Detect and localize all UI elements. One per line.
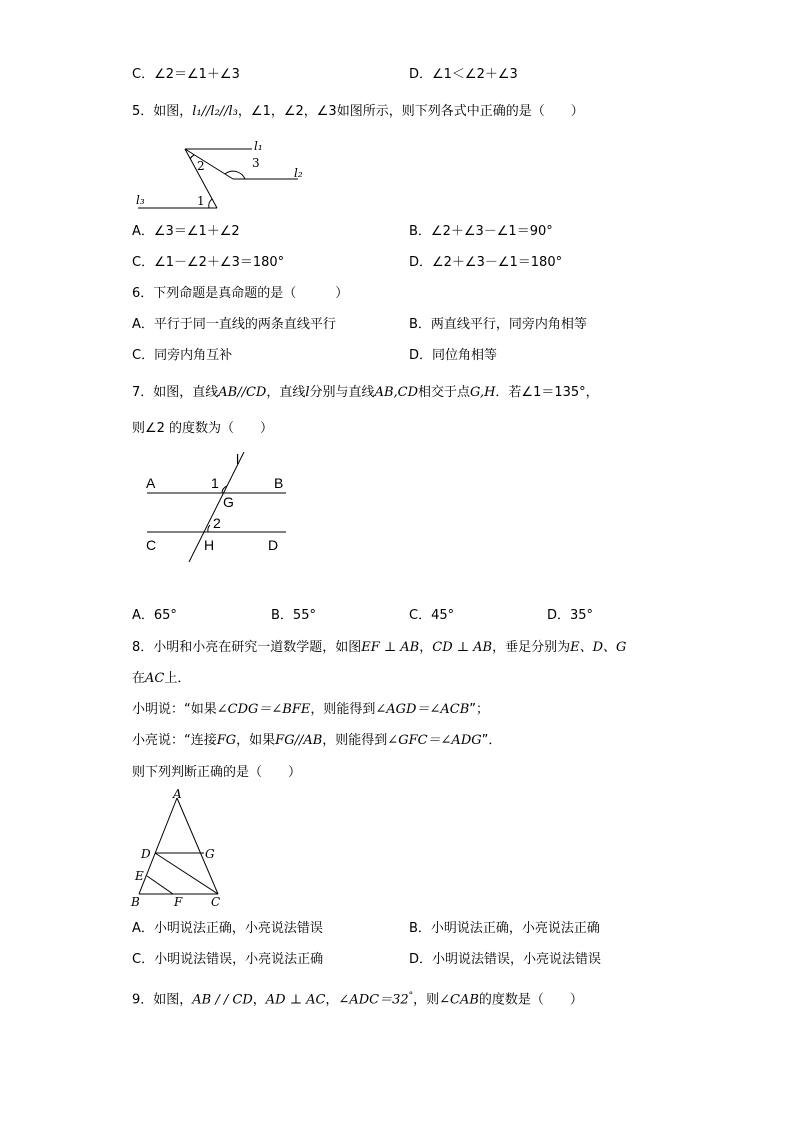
q8-math-2: CD ⊥ AB bbox=[432, 640, 493, 655]
transversal-upper bbox=[185, 149, 233, 179]
label-angle-2: 2 bbox=[197, 159, 205, 173]
q5-option-b: B．∠2＋∠3－∠1＝90° bbox=[409, 224, 553, 239]
q7-stem-text-4: 相交于点 bbox=[418, 385, 471, 400]
q9-math-2: AD ⊥ AC bbox=[265, 992, 326, 1008]
q8-line2-text-2: 上． bbox=[164, 671, 191, 686]
q8-line2-text: 在 bbox=[132, 671, 146, 686]
q7-stem-text-3: 分别与直线 bbox=[309, 385, 375, 400]
q5-option-c: C．∠1－∠2＋∠3＝180° bbox=[132, 255, 285, 270]
q9-stem-text-3: 的度数是（ ） bbox=[478, 992, 583, 1008]
q7-option-b: B．55° bbox=[271, 608, 316, 623]
q8-xl-text-2: ，如果 bbox=[236, 733, 276, 748]
q5-stem bbox=[132, 103, 584, 121]
label-l: l bbox=[236, 451, 240, 467]
q8-stem-text-2: ，垂足分别为 bbox=[492, 640, 571, 655]
q8-stem-text: 8．小明和小亮在研究一道数学题，如图 bbox=[132, 640, 362, 655]
q7-stem bbox=[132, 384, 599, 402]
q8-xm-text-2: ，则能得到 bbox=[310, 702, 376, 717]
label-b: B bbox=[131, 895, 140, 909]
q8-math-1: EF ⊥ AB bbox=[361, 640, 420, 655]
line-l bbox=[189, 452, 244, 562]
q8-xl-math-1: FG bbox=[216, 733, 237, 748]
q9-math-1: AB / / CD bbox=[192, 992, 253, 1008]
q8-sep: ， bbox=[419, 640, 433, 655]
q8-stem bbox=[132, 639, 626, 657]
q8-math-3: E、D、G bbox=[570, 640, 627, 655]
label-g: G bbox=[223, 494, 234, 510]
angle-2-arc bbox=[208, 525, 210, 532]
q7-figure bbox=[140, 450, 290, 565]
q7-option-a: A．65° bbox=[132, 608, 177, 623]
q7-stem-text-5: ．若∠1＝135°， bbox=[495, 385, 599, 400]
label-angle-3: 3 bbox=[252, 156, 260, 170]
q6-option-a: A．平行于同一直线的两条直线平行 bbox=[132, 317, 336, 332]
q7-option-c: C．45° bbox=[409, 608, 455, 623]
q4-option-c: C．∠2＝∠1＋∠3 bbox=[132, 67, 240, 82]
q8-xl-math-2: FG//AB bbox=[275, 733, 323, 748]
q8-xl-math-3: ∠GFC＝∠ADG bbox=[387, 733, 482, 748]
q8-stem-line-2 bbox=[132, 670, 190, 688]
q7-stem-line-2: 则∠2 的度数为（ ） bbox=[132, 421, 274, 436]
q8-option-c: C．小明说法错误，小亮说法正确 bbox=[132, 952, 324, 967]
q5-stem-text-2: ，∠1，∠2，∠3如图所示，则下列各式中正确的是（ ） bbox=[237, 104, 584, 119]
label-angle-1: 1 bbox=[211, 475, 219, 491]
label-l1: l₁ bbox=[254, 139, 263, 153]
q5-option-d: D．∠2＋∠3－∠1＝180° bbox=[409, 255, 563, 270]
q8-option-d: D．小明说法错误，小亮说法错误 bbox=[409, 952, 602, 967]
q8-xiaoming bbox=[132, 701, 489, 719]
q9-stem-text: 9．如图， bbox=[132, 992, 193, 1008]
q8-xl-text: 小亮说：“连接 bbox=[132, 733, 217, 748]
label-a: A bbox=[173, 787, 182, 801]
q8-xm-math-1: ∠CDG＝∠BFE bbox=[216, 702, 311, 717]
q8-xm-text-3: ”； bbox=[469, 702, 489, 717]
q7-stem-text: 7．如图，直线 bbox=[132, 385, 219, 400]
q8-figure bbox=[128, 786, 228, 910]
label-d: D bbox=[268, 537, 279, 553]
segment-ef bbox=[147, 876, 173, 894]
q8-xl-text-4: ”． bbox=[481, 733, 502, 748]
q8-option-a: A．小明说法正确，小亮说法错误 bbox=[132, 921, 323, 936]
q8-xl-text-3: ，则能得到 bbox=[322, 733, 388, 748]
label-f: F bbox=[174, 895, 183, 909]
q9-degree-mark: ° bbox=[408, 991, 414, 1001]
label-l2: l₂ bbox=[294, 166, 303, 180]
q5-option-a: A．∠3＝∠1＋∠2 bbox=[132, 224, 240, 239]
q8-math-4: AC bbox=[145, 671, 165, 686]
q4-option-d: D．∠1＜∠2＋∠3 bbox=[409, 67, 518, 82]
angle-2-arc bbox=[190, 155, 194, 159]
q9-stem-text-2: ，则 bbox=[413, 992, 440, 1008]
q7-stem-text-2: ，直线 bbox=[266, 385, 306, 400]
q5-stem-text: 5．如图， bbox=[132, 104, 193, 119]
q8-xm-math-2: ∠AGD＝∠ACB bbox=[375, 702, 470, 717]
label-c: C bbox=[146, 537, 157, 553]
q9-math-4: ∠CAB bbox=[439, 992, 479, 1008]
q8-option-b: B．小明说法正确，小亮说法正确 bbox=[409, 921, 600, 936]
q7-math-3: AB,CD bbox=[374, 385, 419, 400]
q8-xm-text: 小明说：“如果 bbox=[132, 702, 217, 717]
q7-option-d: D．35° bbox=[547, 608, 594, 623]
q9-sep-2: ， bbox=[325, 992, 339, 1008]
q9-math-3: ∠ADC＝32 bbox=[338, 992, 409, 1008]
q5-stem-math: l₁//l₂//l₃ bbox=[192, 104, 238, 119]
side-ab bbox=[139, 798, 177, 894]
label-angle-1: 1 bbox=[197, 194, 205, 208]
label-c: C bbox=[211, 895, 221, 909]
q8-xiaoliang bbox=[132, 732, 501, 750]
q9-sep-1: ， bbox=[252, 992, 266, 1008]
label-e: E bbox=[135, 869, 144, 883]
label-h: H bbox=[204, 537, 215, 553]
label-a: A bbox=[146, 475, 156, 491]
q7-math-4: G,H bbox=[470, 385, 496, 400]
label-g: G bbox=[205, 847, 215, 861]
label-b: B bbox=[274, 475, 284, 491]
q5-figure bbox=[130, 136, 315, 212]
q6-option-d: D．同位角相等 bbox=[409, 348, 498, 363]
angle-1-arc bbox=[209, 199, 212, 208]
angle-3-arc bbox=[225, 171, 245, 179]
side-ac bbox=[177, 798, 218, 894]
label-l3: l₃ bbox=[136, 193, 145, 207]
q7-math-2: l bbox=[305, 385, 310, 400]
q6-stem: 6．下列命题是真命题的是（ ） bbox=[132, 286, 349, 301]
q9-stem bbox=[132, 987, 583, 1009]
q6-option-c: C．同旁内角互补 bbox=[132, 348, 233, 363]
q8-judge: 则下列判断正确的是（ ） bbox=[132, 765, 302, 780]
q7-math-1: AB//CD bbox=[218, 385, 267, 400]
label-d: D bbox=[141, 847, 151, 861]
label-angle-2: 2 bbox=[213, 515, 221, 531]
q6-option-b: B．两直线平行，同旁内角相等 bbox=[409, 317, 587, 332]
